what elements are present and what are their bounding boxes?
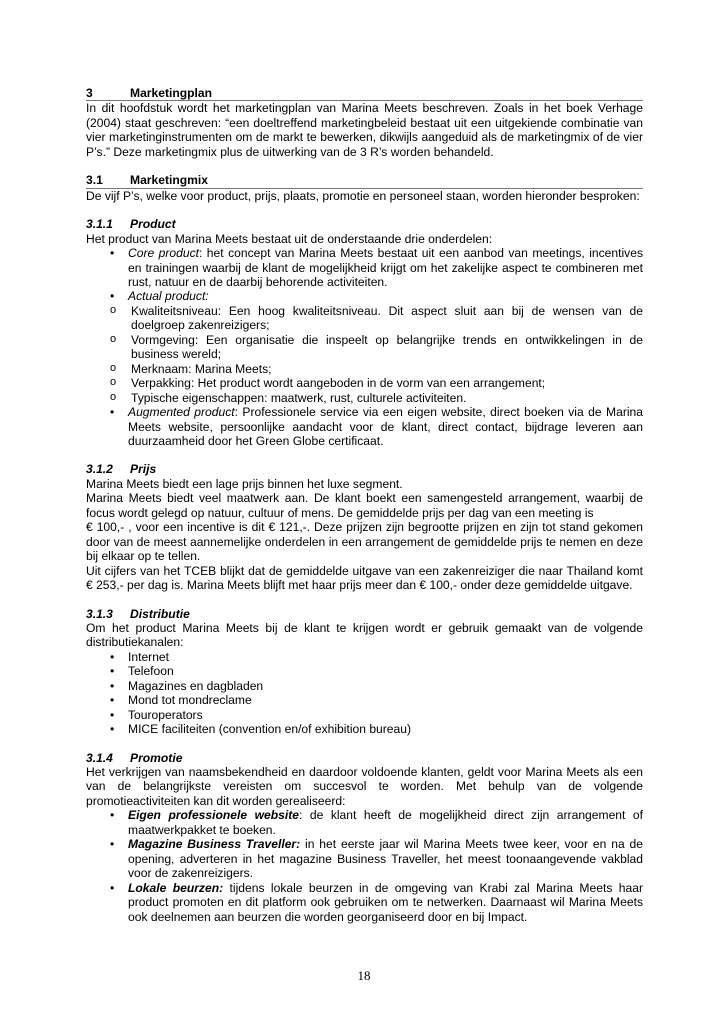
section-3-1-text: De vijf P’s, welke voor product, prijs, plaats, promotie en personeel staan, worden hieronder besproken: [86, 188, 640, 203]
chapter-number: 3 [86, 86, 93, 100]
product-list [86, 246, 643, 448]
promotion-list [86, 808, 643, 924]
section-heading-3-1 [86, 173, 643, 188]
circle-bullet-icon: o [110, 390, 117, 403]
sub-item-label: Verpakking [131, 376, 191, 391]
item-text: : Professionele service via een eigen website, direct boeken via de Marina Meets website, persoonlijke aandacht voor de klant, direct contact, bijdrage leveren aan duurzaamheid door het Green Globe certificaat. [128, 405, 643, 448]
list-item [86, 881, 643, 924]
list-item [86, 808, 643, 837]
sub-item-text: : Het product wordt aangeboden in de vorm van een arrangement; [190, 376, 546, 391]
sub-item-text: : Een organisatie die inspeelt op belangrijke trends en ontwikkelingen in de business wereld; [131, 332, 643, 362]
chapter-title: Marketingplan [130, 86, 212, 100]
sub-item-text: : Marina Meets; [188, 361, 272, 376]
sub-list-item [86, 362, 643, 376]
price-paragraph-4: Uit cijfers van het TCEB blijkt dat de gemiddelde uitgave van een zakenreiziger die naar Thailand komt € 253,- per dag is. Marina Meets blijft met haar prijs meer dan € 100,- onder deze gemiddelde uitgave. [86, 563, 643, 593]
section-title: Marketingmix [130, 173, 208, 188]
sub-item-label: Vormgeving [131, 332, 195, 347]
list-item [86, 693, 643, 707]
bullet-icon: • [110, 837, 115, 852]
list-item [86, 650, 643, 664]
distribution-list [86, 650, 643, 737]
chapter-intro: In dit hoofdstuk wordt het marketingplan van Marina Meets beschreven. Zoals in het boek Verhage (2004) staat geschreven: “een doeltreffend marketingbeleid bestaat uit een uitgekiende combinatie van vier marketinginstrumenten om de markt te bewerken, dikwijls aangeduid als de marketingmix of de vier P’s.” Deze marketingmix plus de uitwerking van de 3 R’s worden behandeld. [86, 101, 643, 159]
list-item [86, 405, 643, 448]
bullet-icon: • [110, 693, 115, 708]
section-number: 3.1.3 [86, 606, 113, 621]
list-item [86, 679, 643, 693]
page-number: 18 [357, 968, 371, 983]
circle-bullet-icon: o [110, 376, 117, 389]
circle-bullet-icon: o [110, 361, 117, 374]
section-title: Prijs [130, 462, 157, 477]
item-label: Lokale beurzen: [128, 880, 224, 895]
bullet-icon: • [110, 289, 115, 304]
bullet-icon: • [110, 664, 115, 679]
section-heading-3-1-3 [86, 607, 643, 621]
promotion-text: Het verkrijgen van naamsbekendheid en daardoor voldoende klanten, geldt voor Marina Meets als een van de belangrijkste vereisten om succesvol te worden. Met behulp van de volgende promotieactiviteiten kan dit worden gerealiseerd: [86, 765, 643, 808]
sub-list-item [86, 391, 643, 405]
channel-text: Touroperators [128, 707, 203, 722]
item-label: Magazine Business Traveller: [128, 837, 301, 852]
sub-item-text: : Een hoog kwaliteitsniveau. Dit aspect sluit aan bij de wensen van de doelgroep zakenreizigers; [131, 303, 643, 333]
circle-bullet-icon: o [110, 303, 117, 316]
sub-list-item [86, 376, 643, 390]
bullet-icon: • [110, 405, 115, 420]
item-text: : de klant heeft de mogelijkheid direct zijn arrangement of maatwerkpakket te boeken. [128, 808, 643, 837]
list-item [86, 664, 643, 678]
sub-item-label: Merknaam [131, 361, 189, 376]
section-title: Product [130, 217, 176, 232]
price-paragraph-1: Marina Meets biedt een lage prijs binnen het luxe segment. [86, 476, 403, 491]
sub-item-label: Kwaliteitsniveau [131, 303, 218, 318]
product-intro: Het product van Marina Meets bestaat uit de onderstaande drie onderdelen: [86, 231, 493, 246]
sub-list-item [86, 333, 643, 362]
channel-text: Internet [128, 649, 170, 664]
bullet-icon: • [110, 678, 115, 693]
list-item [86, 708, 643, 722]
channel-text: MICE faciliteiten (convention en/of exhibition bureau) [128, 722, 412, 737]
sub-item-label: Typische eigenschappen [131, 390, 265, 405]
bullet-icon: • [110, 808, 115, 823]
chapter-heading [86, 86, 643, 101]
item-label: Augmented product [128, 405, 235, 420]
item-label: Core product [128, 246, 199, 261]
sub-item-text: : maatwerk, rust, culturele activiteiten. [264, 390, 467, 405]
sub-list-item [86, 304, 643, 333]
section-heading-3-1-1 [86, 217, 643, 231]
distribution-text: Om het product Marina Meets bij de klant te krijgen wordt er gebruik gemaakt van de volgende distributiekanalen: [86, 620, 643, 650]
item-label: Actual product: [128, 289, 209, 304]
section-title: Distributie [130, 606, 190, 621]
bullet-icon: • [110, 246, 115, 261]
section-number: 3.1.4 [86, 750, 113, 765]
channel-text: Magazines en dagbladen [128, 678, 264, 693]
section-number: 3.1 [86, 173, 103, 188]
channel-text: Mond tot mondreclame [128, 693, 252, 708]
item-text: in het eerste jaar wil Marina Meets twee keer, voor en na de opening, adverteren in het magazine Business Traveller, het meest toonaangevende vakblad voor de zakenreizigers. [128, 837, 643, 881]
bullet-icon: • [110, 707, 115, 722]
list-item [86, 246, 643, 289]
bullet-icon: • [110, 649, 115, 664]
price-paragraph-2: Marina Meets biedt veel maatwerk aan. De klant boekt een samengesteld arrangement, waarbij de focus wordt gelegd op natuur, cultuur of mens. De gemiddelde prijs per dag van een meeting is [86, 491, 643, 520]
section-number: 3.1.1 [86, 217, 113, 232]
item-text: tijdens lokale beurzen in de omgeving van Krabi zal Marina Meets haar product promoten en dit platform ook gebruiken om te netwerken. Daarnaast wil Marina Meets ook deelnemen aan beurzen die worden georganiseerd door en bij Impact. [128, 880, 643, 924]
section-heading-3-1-2 [86, 462, 643, 476]
price-paragraph-3: € 100,- , voor een incentive is dit € 121,-. Deze prijzen zijn begrootte prijzen en zijn tot stand gekomen door van de meest aannemelijke onderdelen in een arrangement de gemiddelde prijs te nemen en deze bij elkaar op te tellen. [86, 520, 643, 564]
circle-bullet-icon: o [110, 332, 117, 345]
document-page [86, 86, 643, 924]
list-item [86, 722, 643, 736]
section-number: 3.1.2 [86, 462, 113, 477]
actual-product-sublist [86, 304, 643, 405]
bullet-icon: • [110, 722, 115, 737]
list-item [86, 289, 643, 405]
section-heading-3-1-4 [86, 751, 643, 765]
item-label: Eigen professionele website [128, 808, 299, 823]
channel-text: Telefoon [128, 664, 174, 679]
bullet-icon: • [110, 880, 115, 895]
section-title: Promotie [130, 750, 183, 765]
list-item [86, 837, 643, 880]
item-text: : het concept van Marina Meets bestaat uit een aanbod van meetings, incentives en trainingen waarbij de klant de mogelijkheid krijgt om het zakelijke aspect te combineren met rust, natuur en de daarbij behorende activiteiten. [128, 246, 643, 289]
